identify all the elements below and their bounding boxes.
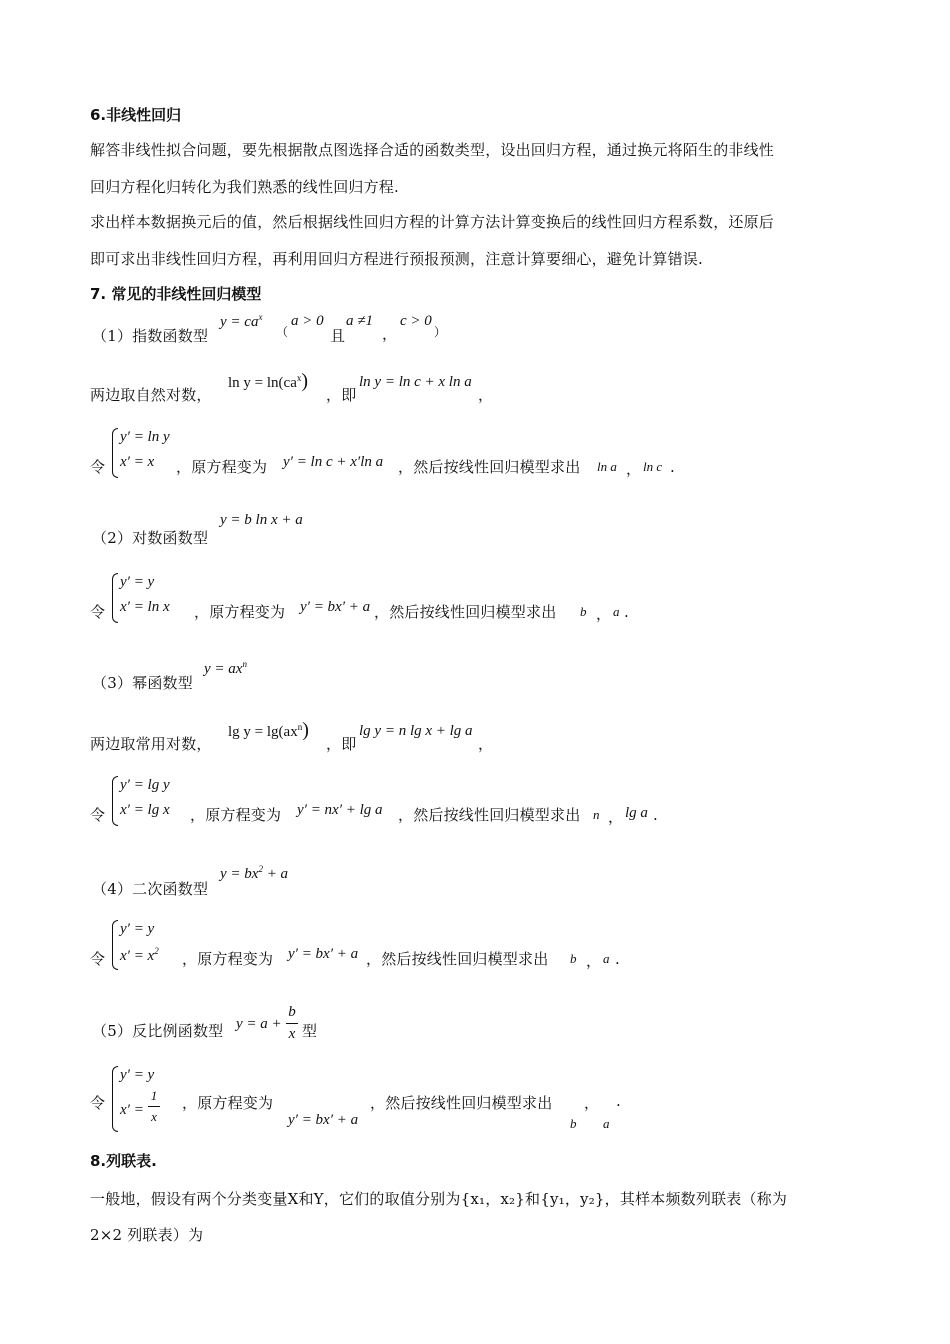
substitution-y: y′ = lg y [120,777,170,793]
section-6-title: 6.非线性回归 [90,106,182,124]
fraction-b-over-x: b x [286,1004,298,1043]
paragraph: 即可求出非线性回归方程，再利用回归方程进行预报预测，注意计算要细心，避免计算错误. [90,250,703,268]
paragraph: 2×2 列联表）为 [90,1226,204,1244]
condition-c: c > 0 [400,313,432,329]
log-equation: $\ln y = \ln(ca^x)$ [228,370,309,392]
section-8-title: 8.列联表. [90,1152,157,1170]
model-4-label: （4）二次函数型 [92,880,209,898]
substitution-y: y′ = ln y [120,429,170,445]
model-5-label: （5）反比例函数型 [92,1022,224,1040]
substitution-y: y′ = y [120,921,155,937]
log-text: 两边取自然对数， [90,386,212,404]
substitution-x: x′ = lg x [120,802,170,818]
model-2-formula: y = b ln x + a [220,512,303,528]
paragraph: 回归方程化归转化为我们熟悉的线性回归方程. [90,178,399,196]
brace [112,573,118,623]
model-5-formula: y = a + [236,1016,282,1032]
substitution-y: y′ = y [120,1067,155,1083]
model-3-label: （3）幂函数型 [92,674,193,692]
transformed-equation: y′ = bx′ + a [288,946,359,962]
substitution-x: x′ = ln x [120,599,170,615]
paragraph: 求出样本数据换元后的值，然后根据线性回归方程的计算方法计算变换后的线性回归方程系数，还原后 [90,213,775,231]
transformed-equation: y′ = bx′ + a [300,599,371,615]
model-4-formula: $y = bx^2 + a$ [220,864,289,882]
substitution-x: $x' = x^2$ [120,946,159,964]
section-7-title: 7. 常见的非线性回归模型 [90,285,262,303]
brace [112,920,118,970]
paragraph: 一般地，假设有两个分类变量X和Y，它们的取值分别为{x₁，x₂}和{y₁，y₂}，其样本频数列联表（称为 [90,1190,788,1208]
brace [112,1066,118,1132]
fraction-1-over-x: 1 x [148,1088,160,1125]
paragraph: 解答非线性拟合问题，要先根据散点图选择合适的函数类型，设出回归方程，通过换元将陌生的非线性 [90,141,775,159]
log-equation: $\lg y = \lg(ax^n)$ [228,719,309,741]
substitution-y: y′ = y [120,574,155,590]
substitution-x: x′ = [120,1102,144,1118]
log-equation-2: lg y = n lg x + lg a [359,723,473,739]
substitution-x: x′ = x [120,454,155,470]
brace [112,428,118,478]
brace [112,776,118,826]
log-text: 两边取常用对数， [90,735,212,753]
model-3-formula: $y = ax^n$ [204,659,247,677]
model-1-label: （1）指数函数型 [92,327,209,345]
log-equation-2: ln y = ln c + x ln a [359,374,472,390]
model-2-label: （2）对数函数型 [92,529,209,547]
transformed-equation: y′ = ln c + x′ln a [283,454,384,470]
transformed-equation: y′ = nx′ + lg a [297,802,383,818]
transformed-equation: y′ = bx′ + a [288,1112,359,1128]
condition-a: a > 0 [291,313,324,329]
condition-b: a ≠1 [346,313,373,329]
model-1-formula: $y = ca^x$ [220,312,263,330]
